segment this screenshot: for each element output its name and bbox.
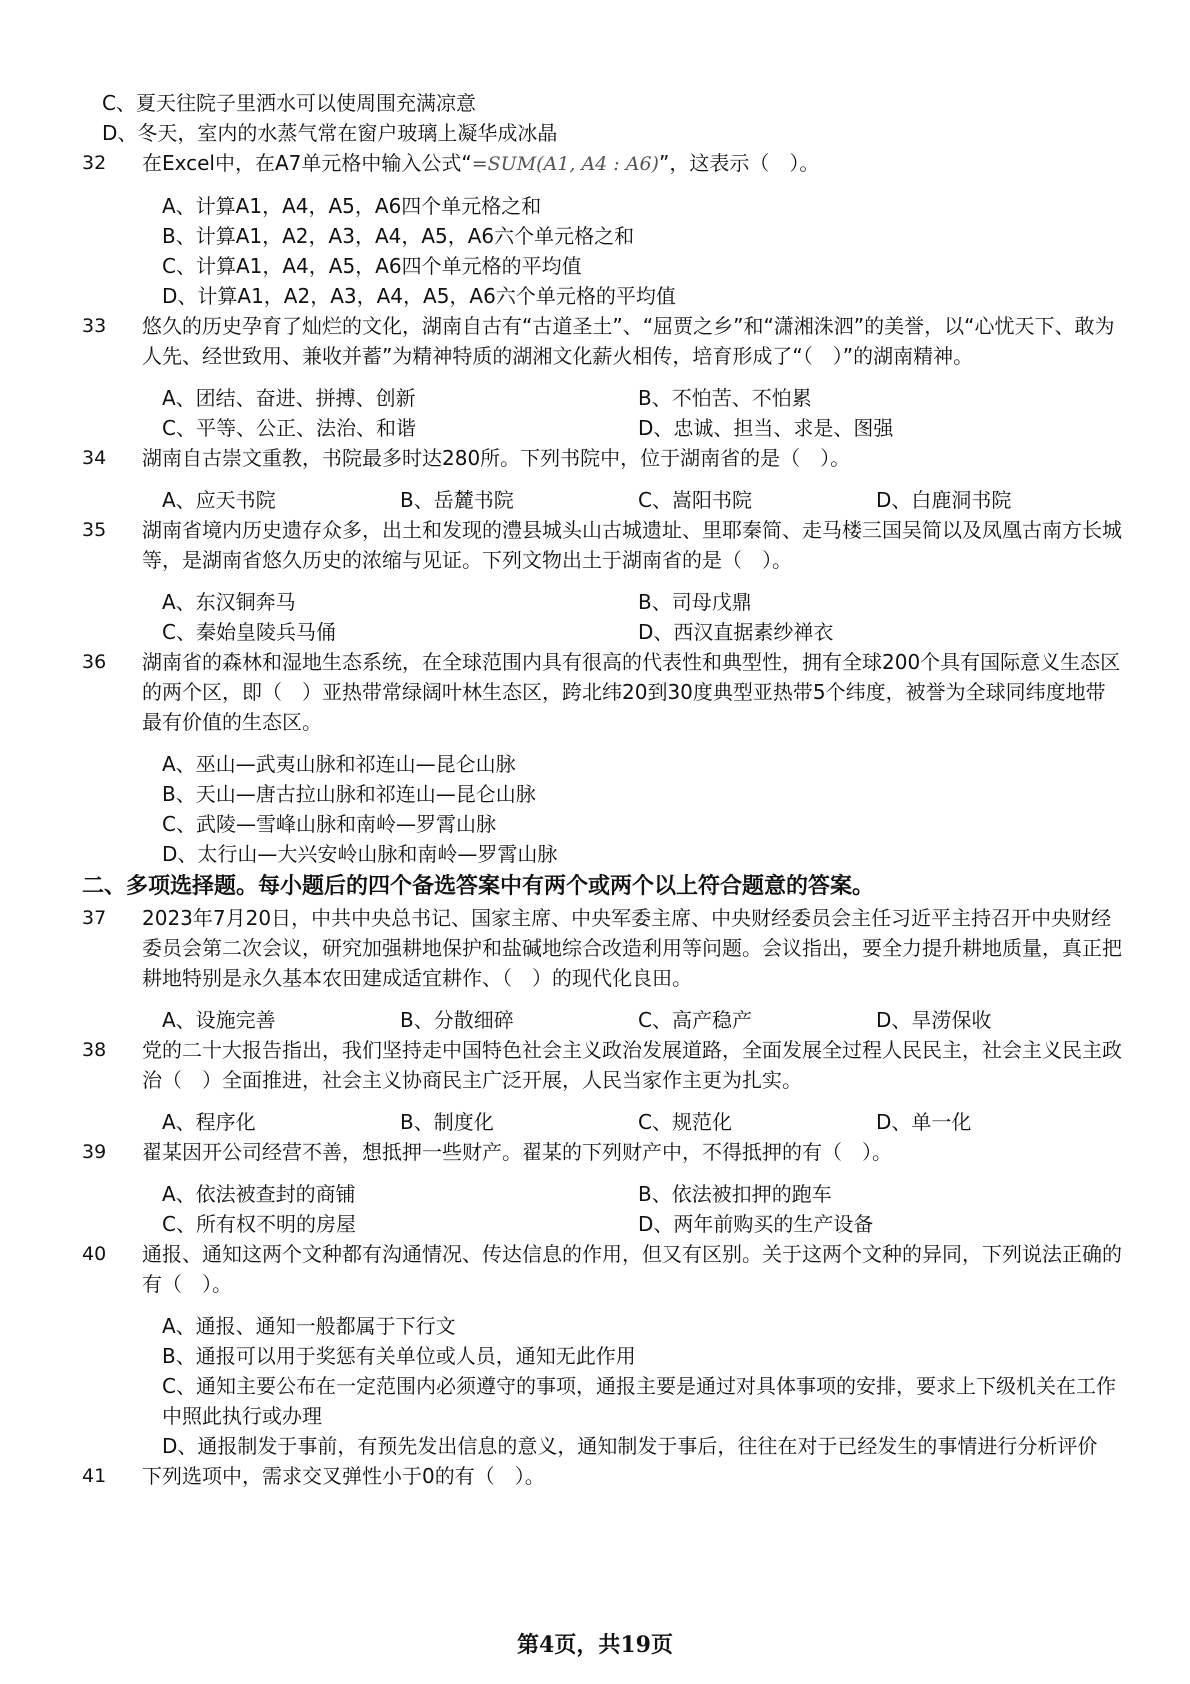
options-39 <box>162 1179 1122 1239</box>
options-37 <box>162 1005 1122 1035</box>
option-a: A、依法被查封的商铺 <box>162 1182 356 1206</box>
option-c: C、高产稳产 <box>638 1008 752 1032</box>
options-35 <box>162 587 1122 647</box>
option-a: A、设施完善 <box>162 1008 276 1032</box>
option-d: D、计算A1，A2，A3，A4，A5，A6六个单元格的平均值 <box>162 284 676 308</box>
option-d: D、太行山—大兴安岭山脉和南岭—罗霄山脉 <box>162 842 558 866</box>
question-text-after: ”，这表示（ ）。 <box>658 151 820 175</box>
question-36 <box>82 647 1122 737</box>
option-a: A、通报、通知一般都属于下行文 <box>162 1314 456 1338</box>
question-text: 湖南自古崇文重教，书院最多时达280所。下列书院中，位于湖南省的是（ ）。 <box>142 446 851 470</box>
question-number: 34 <box>82 447 107 469</box>
option-a: A、程序化 <box>162 1110 256 1134</box>
question-text: 湖南省的森林和湿地生态系统，在全球范围内具有很高的代表性和典型性，拥有全球200个具有国际意义生态区的两个区，即（ ）亚热带常绿阔叶林生态区，跨北纬20到30度典型亚热带5个纬度，被誉为全球同纬度地带最有价值的生态区。 <box>142 650 1121 734</box>
option-d: D、白鹿洞书院 <box>876 488 1012 512</box>
option-a: A、巫山—武夷山脉和祁连山—昆仑山脉 <box>162 752 516 776</box>
option-c: C、规范化 <box>638 1110 732 1134</box>
question-text: 党的二十大报告指出，我们坚持走中国特色社会主义政治发展道路，全面发展全过程人民民主，社会主义民主政治（ ）全面推进，社会主义协商民主广泛开展，人民当家作主更为扎实。 <box>142 1038 1122 1092</box>
question-32 <box>82 148 1122 179</box>
question-38 <box>82 1035 1122 1095</box>
question-34 <box>82 443 1122 473</box>
leading-option-c: C、夏天往院子里洒水可以使周围充满凉意 <box>102 91 476 115</box>
question-text: 2023年7月20日，中共中央总书记、国家主席、中央军委主席、中央财经委员会主任习近平主持召开中央财经委员会第二次会议，研究加强耕地保护和盐碱地综合改造利用等问题。会议指出，要全力提升耕地质量，真正把耕地特别是永久基本农田建成适宜耕作、（ ）的现代化良田。 <box>142 906 1122 990</box>
option-d: D、两年前购买的生产设备 <box>638 1212 874 1236</box>
question-39 <box>82 1137 1122 1167</box>
option-c: C、通知主要公布在一定范围内必须遵守的事项，通报主要是通过对具体事项的安排，要求上下级机关在工作中照此执行或办理 <box>162 1374 1116 1428</box>
question-37 <box>82 903 1122 993</box>
option-b: B、通报可以用于奖惩有关单位或人员，通知无此作用 <box>162 1344 636 1368</box>
options-33 <box>162 383 1122 443</box>
formula: =SUM(A1, A4 : A6) <box>471 153 659 175</box>
option-d: D、单一化 <box>876 1110 972 1134</box>
question-text: 湖南省境内历史遗存众多，出土和发现的澧县城头山古城遗址、里耶秦简、走马楼三国吴简以及凤凰古南方长城等，是湖南省悠久历史的浓缩与见证。下列文物出土于湖南省的是（ ）。 <box>142 518 1122 572</box>
question-text: 悠久的历史孕育了灿烂的文化，湖南自古有“古道圣土”、“屈贾之乡”和“潇湘洙泗”的美誉，以“心忧天下、敢为人先、经世致用、兼收并蓄”为精神特质的湖湘文化薪火相传，培育形成了“（ ）”的湖南精神。 <box>142 314 1115 368</box>
option-c: C、秦始皇陵兵马俑 <box>162 620 336 644</box>
question-text: 翟某因开公司经营不善，想抵押一些财产。翟某的下列财产中，不得抵押的有（ ）。 <box>142 1140 892 1164</box>
question-text: 下列选项中，需求交叉弹性小于0的有（ ）。 <box>142 1464 545 1488</box>
question-number: 38 <box>82 1039 107 1061</box>
question-number: 32 <box>82 152 107 174</box>
question-number: 40 <box>82 1243 107 1265</box>
question-35 <box>82 515 1122 575</box>
section-heading-multiple-choice: 二、多项选择题。每小题后的四个备选答案中有两个或两个以上符合题意的答案。 <box>82 874 875 899</box>
options-32 <box>162 191 1122 311</box>
question-text <box>142 148 1122 179</box>
option-d: D、西汉直据素纱禅衣 <box>638 620 834 644</box>
option-b: B、分散细碎 <box>400 1008 514 1032</box>
option-d: D、忠诚、担当、求是、图强 <box>638 416 894 440</box>
question-41 <box>82 1461 1122 1491</box>
question-33 <box>82 311 1122 371</box>
question-number: 35 <box>82 519 107 541</box>
leading-option-d: D、冬天，室内的水蒸气常在窗户玻璃上凝华成冰晶 <box>102 121 558 145</box>
option-b: B、不怕苦、不怕累 <box>638 386 812 410</box>
question-text: 通报、通知这两个文种都有沟通情况、传达信息的作用，但又有区别。关于这两个文种的异同，下列说法正确的有（ ）。 <box>142 1242 1122 1296</box>
option-c: C、所有权不明的房屋 <box>162 1212 356 1236</box>
option-a: A、东汉铜奔马 <box>162 590 296 614</box>
option-c: C、平等、公正、法治、和谐 <box>162 416 416 440</box>
options-38 <box>162 1107 1122 1137</box>
options-34 <box>162 485 1122 515</box>
question-number: 39 <box>82 1141 107 1163</box>
question-number: 33 <box>82 315 107 337</box>
option-b: B、制度化 <box>400 1110 494 1134</box>
page-content <box>82 88 1122 1491</box>
page-footer: 第4页，共19页 <box>517 1632 673 1658</box>
option-b: B、依法被扣押的跑车 <box>638 1182 832 1206</box>
option-c: C、武陵—雪峰山脉和南岭—罗霄山脉 <box>162 812 496 836</box>
question-number: 41 <box>82 1465 107 1487</box>
option-c: C、计算A1，A4，A5，A6四个单元格的平均值 <box>162 254 582 278</box>
option-b: B、计算A1，A2，A3，A4，A5，A6六个单元格之和 <box>162 224 635 248</box>
options-36 <box>162 749 1122 869</box>
option-d: D、通报制发于事前，有预先发出信息的意义，通知制发于事后，往往在对于已经发生的事情进行分析评价 <box>162 1434 1098 1458</box>
option-a: A、应天书院 <box>162 488 276 512</box>
option-c: C、嵩阳书院 <box>638 488 752 512</box>
option-a: A、计算A1，A4，A5，A6四个单元格之和 <box>162 194 542 218</box>
option-b: B、天山—唐古拉山脉和祁连山—昆仑山脉 <box>162 782 536 806</box>
question-number: 37 <box>82 907 107 929</box>
option-a: A、团结、奋进、拼搏、创新 <box>162 386 416 410</box>
option-b: B、岳麓书院 <box>400 488 514 512</box>
option-b: B、司母戊鼎 <box>638 590 752 614</box>
question-40 <box>82 1239 1122 1299</box>
question-text-before: 在Excel中，在A7单元格中输入公式“ <box>142 151 472 175</box>
option-d: D、旱涝保收 <box>876 1008 992 1032</box>
options-40 <box>162 1311 1122 1461</box>
question-number: 36 <box>82 651 107 673</box>
